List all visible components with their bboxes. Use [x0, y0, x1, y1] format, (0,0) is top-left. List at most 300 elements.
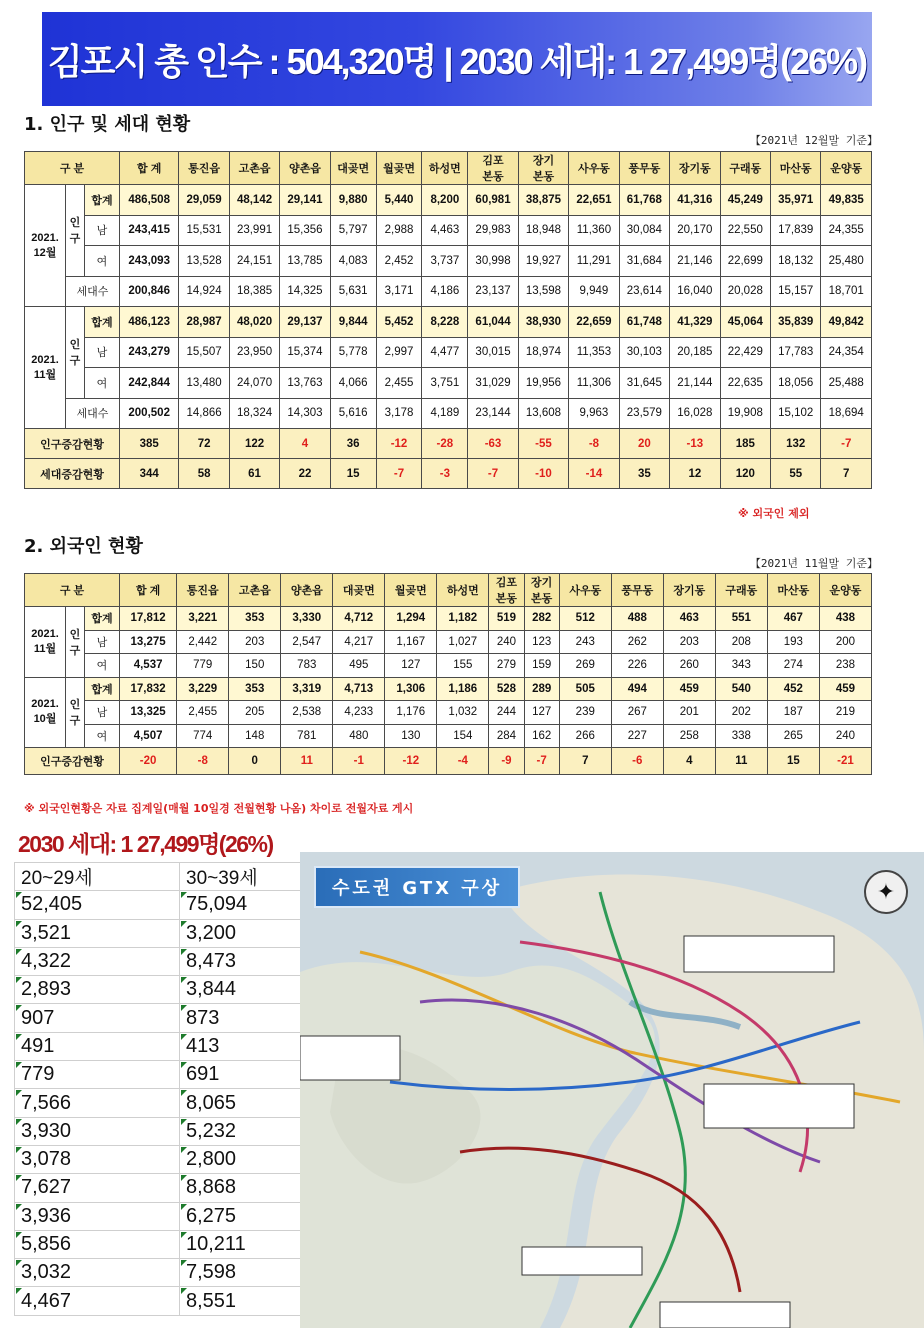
value-cell: 30,015 — [468, 337, 518, 368]
value-cell: 16,040 — [670, 276, 720, 307]
value-cell: 14,924 — [179, 276, 229, 307]
value-cell: 8,200 — [422, 185, 468, 216]
value-cell: 48,142 — [229, 185, 279, 216]
age-row — [15, 891, 345, 919]
value-cell: 243,093 — [120, 246, 179, 277]
number-stored-as-text-marker-icon — [181, 1034, 187, 1040]
value-cell: 18,701 — [821, 276, 872, 307]
value-cell: 486,123 — [120, 307, 179, 338]
change-row — [25, 748, 872, 775]
value-cell: 3,171 — [376, 276, 422, 307]
population-label-cell: 인 구 — [66, 185, 85, 277]
value-cell: 219 — [819, 701, 871, 725]
value-cell: 18,948 — [518, 215, 568, 246]
value-cell: 41,329 — [670, 307, 720, 338]
value-cell: 193 — [767, 630, 819, 654]
column-header: 장기동 — [670, 152, 720, 185]
value-cell: 23,614 — [619, 276, 669, 307]
age-value: 5,856 — [21, 1233, 72, 1255]
value-cell: -21 — [819, 748, 871, 775]
value-cell: 4,186 — [422, 276, 468, 307]
population-label-cell: 인 구 — [66, 607, 85, 678]
value-cell: 31,645 — [619, 368, 669, 399]
value-cell: 162 — [524, 724, 559, 748]
value-cell: 15 — [330, 459, 376, 489]
value-cell: 1,027 — [437, 630, 489, 654]
age-value: 3,930 — [21, 1119, 72, 1142]
value-cell: 120 — [720, 459, 770, 489]
age-value-cell — [15, 919, 180, 947]
number-stored-as-text-marker-icon — [16, 1034, 22, 1040]
column-header: 마산동 — [767, 574, 819, 607]
value-cell: 2,997 — [376, 337, 422, 368]
column-header: 김포 본동 — [468, 152, 518, 185]
value-cell: 18,385 — [229, 276, 279, 307]
value-cell: 201 — [663, 701, 715, 725]
value-cell: 274 — [767, 654, 819, 678]
value-cell: 1,306 — [385, 677, 437, 701]
number-stored-as-text-marker-icon — [16, 1062, 22, 1068]
value-cell: -8 — [177, 748, 229, 775]
age-section-title: 2030 세대: 1 27,499명(26%) — [18, 831, 273, 857]
column-header: 양촌읍 — [280, 152, 330, 185]
column-header: 장기동 — [663, 574, 715, 607]
number-stored-as-text-marker-icon — [181, 921, 187, 927]
value-cell: 49,835 — [821, 185, 872, 216]
age-value: 3,844 — [186, 978, 237, 1001]
column-header: 김포 본동 — [489, 574, 524, 607]
age-value: 691 — [186, 1063, 220, 1086]
age-header-row — [15, 863, 345, 891]
table-row — [25, 215, 872, 246]
row-label: 여 — [85, 246, 120, 277]
value-cell: 127 — [524, 701, 559, 725]
column-header: 풍무동 — [619, 152, 669, 185]
value-cell: 15,102 — [771, 398, 821, 429]
section2-note: ※ 외국인현황은 자료 집계일(매월 10일경 전월현황 나옴) 차이로 전월자료 게시 — [24, 802, 414, 815]
value-cell: 267 — [611, 701, 663, 725]
age-row — [15, 1230, 345, 1258]
value-cell: 3,319 — [281, 677, 333, 701]
age-value-cell — [15, 1230, 180, 1258]
value-cell: 38,930 — [518, 307, 568, 338]
value-cell: 19,908 — [720, 398, 770, 429]
value-cell: 22,429 — [720, 337, 770, 368]
value-cell: -12 — [376, 429, 422, 459]
value-cell: -1 — [333, 748, 385, 775]
value-cell: 505 — [559, 677, 611, 701]
value-cell: 30,998 — [468, 246, 518, 277]
value-cell: 24,354 — [821, 337, 872, 368]
number-stored-as-text-marker-icon — [16, 1090, 22, 1096]
value-cell: 5,452 — [376, 307, 422, 338]
value-cell: 243,415 — [120, 215, 179, 246]
age-value: 8,065 — [186, 1091, 237, 1114]
column-header: 사우동 — [559, 574, 611, 607]
age-value: 491 — [21, 1034, 55, 1057]
age-value: 5,232 — [186, 1119, 237, 1142]
table-row — [25, 246, 872, 277]
value-cell: 338 — [715, 724, 767, 748]
value-cell: 22,550 — [720, 215, 770, 246]
row-label: 남 — [85, 630, 120, 654]
table-header-row — [25, 152, 872, 185]
row-label: 인구증감현황 — [25, 748, 120, 775]
value-cell: 18,324 — [229, 398, 279, 429]
row-label: 세대수 — [66, 398, 120, 429]
value-cell: 15,531 — [179, 215, 229, 246]
table-header-row — [25, 574, 872, 607]
age-value-cell — [15, 976, 180, 1004]
value-cell: 2,452 — [376, 246, 422, 277]
value-cell: 4,463 — [422, 215, 468, 246]
age-value: 7,598 — [186, 1261, 237, 1284]
column-header: 구 분 — [25, 152, 120, 185]
number-stored-as-text-marker-icon — [16, 977, 22, 983]
age-value: 8,868 — [186, 1176, 237, 1199]
value-cell: 20 — [619, 429, 669, 459]
value-cell: 20,028 — [720, 276, 770, 307]
value-cell: 11 — [715, 748, 767, 775]
value-cell: 122 — [229, 429, 279, 459]
value-cell: 494 — [611, 677, 663, 701]
value-cell: 155 — [437, 654, 489, 678]
value-cell: 238 — [819, 654, 871, 678]
value-cell: 0 — [229, 748, 281, 775]
age-value: 75,094 — [186, 893, 248, 916]
value-cell: 45,064 — [720, 307, 770, 338]
value-cell: 150 — [229, 654, 281, 678]
number-stored-as-text-marker-icon — [16, 1232, 22, 1238]
value-cell: 13,325 — [120, 701, 177, 725]
column-header: 장기 본동 — [518, 152, 568, 185]
table-row — [25, 337, 872, 368]
table-row — [25, 724, 872, 748]
age-row — [15, 1004, 345, 1032]
value-cell: 266 — [559, 724, 611, 748]
value-cell: 13,275 — [120, 630, 177, 654]
value-cell: 45,249 — [720, 185, 770, 216]
value-cell: 31,029 — [468, 368, 518, 399]
age-row — [15, 976, 345, 1004]
value-cell: 438 — [819, 607, 871, 631]
table-row — [25, 307, 872, 338]
value-cell: -13 — [670, 429, 720, 459]
number-stored-as-text-marker-icon — [181, 1260, 187, 1266]
value-cell: 2,455 — [177, 701, 229, 725]
value-cell: 289 — [524, 677, 559, 701]
value-cell: 519 — [489, 607, 524, 631]
value-cell: -4 — [437, 748, 489, 775]
map-title: 수도권 GTX 구상 — [314, 866, 520, 908]
age-value-cell — [15, 1117, 180, 1145]
number-stored-as-text-marker-icon — [181, 1090, 187, 1096]
value-cell: 31,684 — [619, 246, 669, 277]
value-cell: 18,974 — [518, 337, 568, 368]
value-cell: 5,778 — [330, 337, 376, 368]
value-cell: 488 — [611, 607, 663, 631]
value-cell: 258 — [663, 724, 715, 748]
value-cell: 202 — [715, 701, 767, 725]
age-value-cell — [15, 1089, 180, 1117]
value-cell: 21,146 — [670, 246, 720, 277]
age-row — [15, 1089, 345, 1117]
value-cell: 159 — [524, 654, 559, 678]
value-cell: -3 — [422, 459, 468, 489]
value-cell: 9,963 — [569, 398, 619, 429]
value-cell: 61,044 — [468, 307, 518, 338]
value-cell: 227 — [611, 724, 663, 748]
value-cell: 200,846 — [120, 276, 179, 307]
age-value: 3,521 — [21, 921, 72, 944]
row-label: 합계 — [85, 677, 120, 701]
value-cell: 24,355 — [821, 215, 872, 246]
value-cell: 200 — [819, 630, 871, 654]
table-row — [25, 701, 872, 725]
age-value: 779 — [21, 1063, 55, 1086]
value-cell: 185 — [720, 429, 770, 459]
number-stored-as-text-marker-icon — [181, 1005, 187, 1011]
value-cell: 240 — [489, 630, 524, 654]
value-cell: 61 — [229, 459, 279, 489]
age-row — [15, 1202, 345, 1230]
value-cell: 3,221 — [177, 607, 229, 631]
value-cell: 1,032 — [437, 701, 489, 725]
age-value: 2,800 — [186, 1148, 237, 1171]
column-header: 풍무동 — [611, 574, 663, 607]
value-cell: 61,748 — [619, 307, 669, 338]
value-cell: 452 — [767, 677, 819, 701]
number-stored-as-text-marker-icon — [181, 1062, 187, 1068]
age-value: 2,893 — [21, 978, 72, 1001]
number-stored-as-text-marker-icon — [181, 1232, 187, 1238]
value-cell: 2,547 — [281, 630, 333, 654]
row-label: 세대증감현황 — [25, 459, 120, 489]
value-cell: -8 — [569, 429, 619, 459]
value-cell: 24,070 — [229, 368, 279, 399]
value-cell: 781 — [281, 724, 333, 748]
number-stored-as-text-marker-icon — [181, 1119, 187, 1125]
row-label: 여 — [85, 368, 120, 399]
age-value: 3,032 — [21, 1261, 72, 1284]
age-value-cell — [15, 947, 180, 975]
value-cell: 5,631 — [330, 276, 376, 307]
age-value-cell — [15, 1032, 180, 1060]
value-cell: 7 — [821, 459, 872, 489]
value-cell: 25,480 — [821, 246, 872, 277]
column-header: 하성면 — [422, 152, 468, 185]
value-cell: 19,956 — [518, 368, 568, 399]
value-cell: 23,137 — [468, 276, 518, 307]
number-stored-as-text-marker-icon — [16, 1005, 22, 1011]
age-row — [15, 947, 345, 975]
row-label: 인구증감현황 — [25, 429, 120, 459]
value-cell: 385 — [120, 429, 179, 459]
value-cell: 242,844 — [120, 368, 179, 399]
value-cell: 23,950 — [229, 337, 279, 368]
value-cell: 480 — [333, 724, 385, 748]
value-cell: 3,330 — [281, 607, 333, 631]
value-cell: 154 — [437, 724, 489, 748]
value-cell: 4,507 — [120, 724, 177, 748]
households-row — [25, 398, 872, 429]
column-header: 월곶면 — [376, 152, 422, 185]
value-cell: 38,875 — [518, 185, 568, 216]
value-cell: 9,949 — [569, 276, 619, 307]
value-cell: 15,157 — [771, 276, 821, 307]
age-row — [15, 1117, 345, 1145]
age-row — [15, 1032, 345, 1060]
age-value: 8,551 — [186, 1289, 237, 1312]
number-stored-as-text-marker-icon — [16, 1260, 22, 1266]
value-cell: -28 — [422, 429, 468, 459]
value-cell: 21,144 — [670, 368, 720, 399]
value-cell: 28,987 — [179, 307, 229, 338]
value-cell: 2,442 — [177, 630, 229, 654]
value-cell: 29,137 — [280, 307, 330, 338]
row-label: 합계 — [85, 307, 120, 338]
row-label: 여 — [85, 654, 120, 678]
column-header: 사우동 — [569, 152, 619, 185]
age-column-header: 30~39세 — [180, 863, 345, 891]
column-header: 합 계 — [120, 152, 179, 185]
value-cell: 4,189 — [422, 398, 468, 429]
value-cell: 22,635 — [720, 368, 770, 399]
value-cell: 495 — [333, 654, 385, 678]
column-header: 고촌읍 — [229, 574, 281, 607]
value-cell: 269 — [559, 654, 611, 678]
headline-banner — [42, 12, 872, 106]
value-cell: -63 — [468, 429, 518, 459]
value-cell: 36 — [330, 429, 376, 459]
value-cell: 13,480 — [179, 368, 229, 399]
value-cell: 486,508 — [120, 185, 179, 216]
value-cell: 353 — [229, 677, 281, 701]
value-cell: 1,294 — [385, 607, 437, 631]
value-cell: 7 — [559, 748, 611, 775]
value-cell: 239 — [559, 701, 611, 725]
headline-text: 김포시 총 인수 : 504,320명 | 2030 세대: 1 27,499명(26%) — [47, 40, 867, 82]
row-label: 합계 — [85, 607, 120, 631]
value-cell: 11,353 — [569, 337, 619, 368]
value-cell: 20,170 — [670, 215, 720, 246]
value-cell: 130 — [385, 724, 437, 748]
age-value: 7,566 — [21, 1091, 72, 1114]
value-cell: 4,477 — [422, 337, 468, 368]
column-header: 장기 본동 — [524, 574, 559, 607]
value-cell: 11,360 — [569, 215, 619, 246]
value-cell: 13,785 — [280, 246, 330, 277]
value-cell: 23,579 — [619, 398, 669, 429]
age-value-cell — [15, 1145, 180, 1173]
period-cell: 2021. 11월 — [25, 607, 66, 678]
value-cell: 4,712 — [333, 607, 385, 631]
value-cell: 49,842 — [821, 307, 872, 338]
row-label: 남 — [85, 701, 120, 725]
age-value: 8,473 — [186, 950, 237, 973]
section2-basis: 【2021년 11월말 기준】 — [749, 557, 878, 570]
section1-note: ※ 외국인 제외 — [738, 507, 810, 520]
age-row — [15, 919, 345, 947]
value-cell: 282 — [524, 607, 559, 631]
section1-title: 1. 인구 및 세대 현황 — [24, 114, 191, 135]
column-header: 운양동 — [819, 574, 871, 607]
row-label: 남 — [85, 215, 120, 246]
age-value-cell — [15, 1061, 180, 1089]
number-stored-as-text-marker-icon — [181, 949, 187, 955]
age-value: 907 — [21, 1006, 55, 1029]
value-cell: 187 — [767, 701, 819, 725]
period-cell: 2021. 11월 — [25, 307, 66, 429]
number-stored-as-text-marker-icon — [181, 892, 187, 898]
population-label-cell: 인 구 — [66, 677, 85, 748]
age-value: 4,322 — [21, 950, 72, 973]
value-cell: 24,151 — [229, 246, 279, 277]
age-value-cell — [15, 1202, 180, 1230]
number-stored-as-text-marker-icon — [16, 1175, 22, 1181]
age-value: 413 — [186, 1034, 220, 1057]
age-row — [15, 1061, 345, 1089]
period-cell: 2021. 12월 — [25, 185, 66, 307]
value-cell: 35,971 — [771, 185, 821, 216]
value-cell: 4,233 — [333, 701, 385, 725]
value-cell: 203 — [229, 630, 281, 654]
households-row — [25, 276, 872, 307]
number-stored-as-text-marker-icon — [16, 892, 22, 898]
value-cell: 9,880 — [330, 185, 376, 216]
compass-icon: ✦ — [864, 870, 908, 914]
age-value: 3,078 — [21, 1148, 72, 1171]
value-cell: 4,537 — [120, 654, 177, 678]
value-cell: 5,797 — [330, 215, 376, 246]
age-column-header: 20~29세 — [15, 863, 180, 891]
row-label: 남 — [85, 337, 120, 368]
value-cell: 2,455 — [376, 368, 422, 399]
value-cell: 205 — [229, 701, 281, 725]
number-stored-as-text-marker-icon — [16, 949, 22, 955]
table-row — [25, 677, 872, 701]
value-cell: -55 — [518, 429, 568, 459]
value-cell: 3,737 — [422, 246, 468, 277]
value-cell: 459 — [663, 677, 715, 701]
value-cell: 774 — [177, 724, 229, 748]
age-row — [15, 1287, 345, 1315]
value-cell: 203 — [663, 630, 715, 654]
number-stored-as-text-marker-icon — [16, 1204, 22, 1210]
value-cell: 279 — [489, 654, 524, 678]
value-cell: 467 — [767, 607, 819, 631]
section1-basis: 【2021년 12월말 기준】 — [749, 134, 878, 147]
age-value: 7,627 — [21, 1176, 72, 1199]
value-cell: 265 — [767, 724, 819, 748]
value-cell: 41,316 — [670, 185, 720, 216]
value-cell: 14,325 — [280, 276, 330, 307]
value-cell: 17,832 — [120, 677, 177, 701]
column-header: 대곶면 — [333, 574, 385, 607]
value-cell: 4 — [663, 748, 715, 775]
value-cell: 1,182 — [437, 607, 489, 631]
value-cell: 9,844 — [330, 307, 376, 338]
column-header: 운양동 — [821, 152, 872, 185]
value-cell: -7 — [524, 748, 559, 775]
gtx-map — [300, 852, 924, 1328]
change-row — [25, 429, 872, 459]
age-value: 873 — [186, 1006, 220, 1029]
age-value-cell — [15, 1259, 180, 1287]
value-cell: 123 — [524, 630, 559, 654]
number-stored-as-text-marker-icon — [16, 1119, 22, 1125]
column-header: 하성면 — [437, 574, 489, 607]
